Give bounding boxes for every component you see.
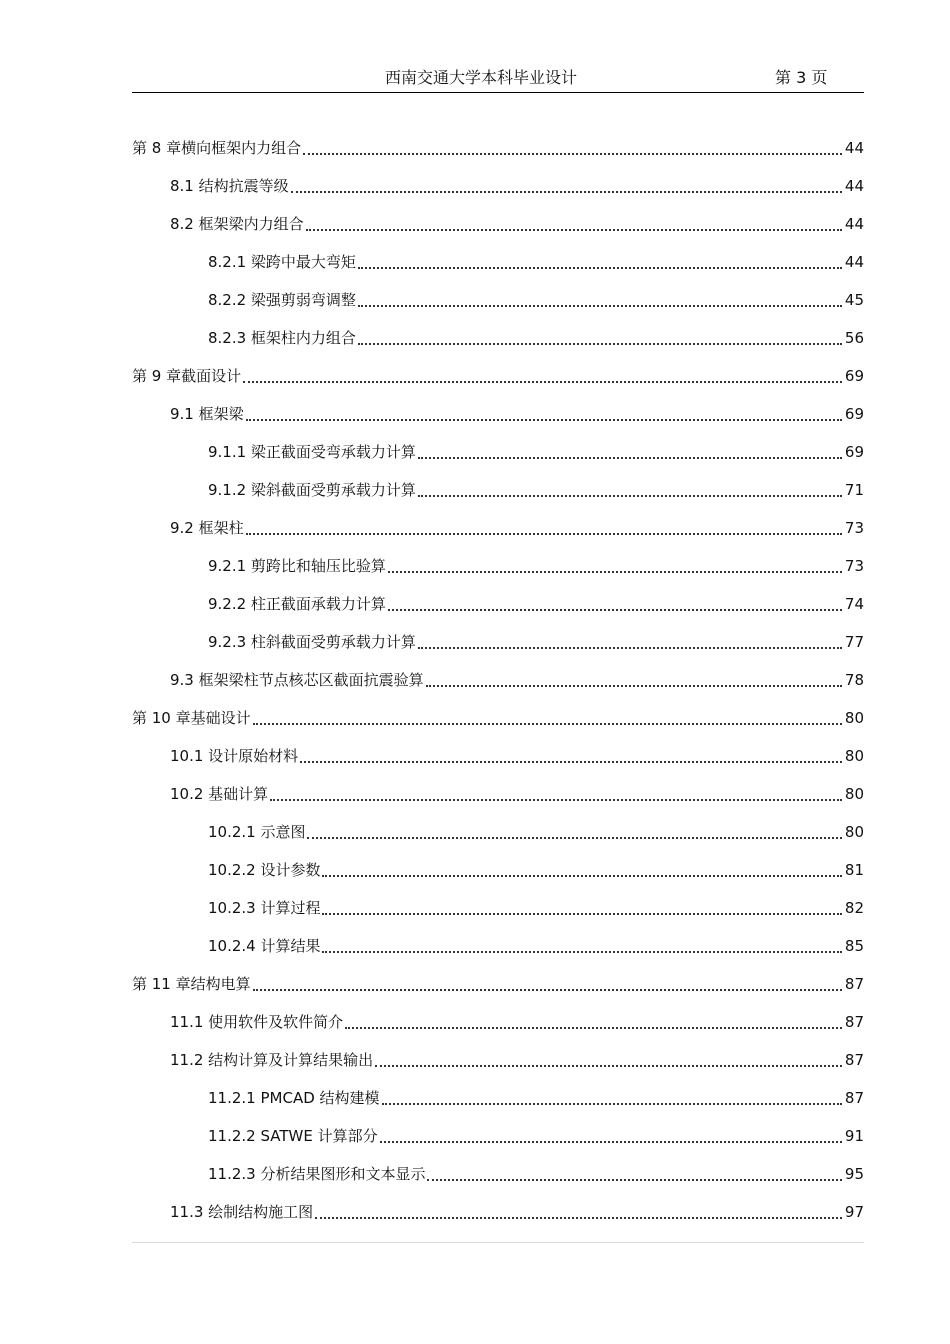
toc-entry[interactable] <box>132 583 864 621</box>
toc-entry-title: 8.2 框架梁内力组合 <box>170 215 304 233</box>
toc-entry-title: 8.2.3 框架柱内力组合 <box>208 329 356 347</box>
toc-entry-page: 78 <box>844 671 864 689</box>
toc-entry-title: 第 11 章结构电算 <box>132 975 251 993</box>
toc-dot-leader <box>427 1179 842 1181</box>
toc-entry-page: 95 <box>844 1165 864 1183</box>
toc-entry-title: 9.2 框架柱 <box>170 519 244 537</box>
toc-dot-leader <box>306 229 842 231</box>
toc-entry[interactable] <box>132 1001 864 1039</box>
toc-dot-leader <box>303 153 842 155</box>
toc-entry-page: 44 <box>844 215 864 233</box>
toc-dot-leader <box>243 381 842 383</box>
toc-entry-page: 87 <box>844 1013 864 1031</box>
toc-entry[interactable] <box>132 621 864 659</box>
toc-entry-title: 11.2.1 PMCAD 结构建模 <box>208 1089 380 1107</box>
toc-entry[interactable] <box>132 887 864 925</box>
toc-entry-title: 9.1 框架梁 <box>170 405 244 423</box>
toc-entry[interactable] <box>132 203 864 241</box>
toc-entry-page: 80 <box>844 785 864 803</box>
toc-entry-page: 73 <box>844 557 864 575</box>
toc-dot-leader <box>291 191 842 193</box>
toc-dot-leader <box>270 799 842 801</box>
toc-entry[interactable] <box>132 165 864 203</box>
toc-entry-page: 82 <box>844 899 864 917</box>
toc-entry-page: 87 <box>844 1089 864 1107</box>
toc-dot-leader <box>315 1217 842 1219</box>
toc-dot-leader <box>426 685 842 687</box>
toc-entry-title: 11.1 使用软件及软件简介 <box>170 1013 344 1031</box>
toc-entry[interactable] <box>132 811 864 849</box>
toc-entry-page: 85 <box>844 937 864 955</box>
toc-entry[interactable] <box>132 507 864 545</box>
toc-entry[interactable] <box>132 1115 864 1153</box>
toc-entry[interactable] <box>132 925 864 963</box>
page-number: 第 3 页 <box>775 68 828 87</box>
toc-entry-page: 87 <box>844 1051 864 1069</box>
toc-entry-title: 第 10 章基础设计 <box>132 709 251 727</box>
toc-entry-page: 81 <box>844 861 864 879</box>
toc-entry[interactable] <box>132 1039 864 1077</box>
page-header <box>132 66 864 93</box>
toc-entry[interactable] <box>132 1191 864 1229</box>
toc-entry[interactable] <box>132 697 864 735</box>
toc-entry-page: 77 <box>844 633 864 651</box>
toc-entry[interactable] <box>132 127 864 165</box>
toc-dot-leader <box>418 647 842 649</box>
toc-dot-leader <box>300 761 842 763</box>
toc-entry-page: 97 <box>844 1203 864 1221</box>
toc-dot-leader <box>253 723 842 725</box>
toc-dot-leader <box>418 457 842 459</box>
toc-entry-title: 11.2 结构计算及计算结果输出 <box>170 1051 374 1069</box>
toc-entry[interactable] <box>132 545 864 583</box>
toc-entry[interactable] <box>132 849 864 887</box>
toc-entry-title: 9.1.2 梁斜截面受剪承载力计算 <box>208 481 416 499</box>
toc-entry-title: 11.3 绘制结构施工图 <box>170 1203 314 1221</box>
toc-dot-leader <box>253 989 842 991</box>
toc-entry-title: 11.2.3 分析结果图形和文本显示 <box>208 1165 426 1183</box>
toc-dot-leader <box>345 1027 842 1029</box>
toc-entry[interactable] <box>132 355 864 393</box>
toc-entry-title: 第 8 章横向框架内力组合 <box>132 139 302 157</box>
toc-entry-page: 87 <box>844 975 864 993</box>
document-title: 西南交通大学本科毕业设计 <box>385 68 578 87</box>
toc-entry-page: 69 <box>844 405 864 423</box>
toc-entry-page: 80 <box>844 747 864 765</box>
toc-entry-page: 73 <box>844 519 864 537</box>
toc-entry-page: 74 <box>844 595 864 613</box>
toc-entry-page: 44 <box>844 177 864 195</box>
toc-entry-page: 69 <box>844 367 864 385</box>
toc-entry[interactable] <box>132 431 864 469</box>
toc-entry-page: 44 <box>844 253 864 271</box>
toc-entry-title: 10.1 设计原始材料 <box>170 747 299 765</box>
toc-entry-title: 9.1.1 梁正截面受弯承载力计算 <box>208 443 416 461</box>
toc-dot-leader <box>380 1141 842 1143</box>
toc-entry-page: 44 <box>844 139 864 157</box>
toc-dot-leader <box>307 837 842 839</box>
toc-entry-page: 91 <box>844 1127 864 1145</box>
table-of-contents <box>132 127 864 1229</box>
toc-entry-page: 71 <box>844 481 864 499</box>
toc-entry-title: 11.2.2 SATWE 计算部分 <box>208 1127 378 1145</box>
toc-dot-leader <box>246 533 842 535</box>
toc-entry-page: 69 <box>844 443 864 461</box>
toc-entry[interactable] <box>132 393 864 431</box>
toc-entry-title: 10.2.3 计算过程 <box>208 899 321 917</box>
toc-dot-leader <box>382 1103 842 1105</box>
toc-entry[interactable] <box>132 241 864 279</box>
toc-entry[interactable] <box>132 317 864 355</box>
toc-entry[interactable] <box>132 279 864 317</box>
toc-entry[interactable] <box>132 469 864 507</box>
toc-entry[interactable] <box>132 1153 864 1191</box>
toc-dot-leader <box>418 495 842 497</box>
toc-dot-leader <box>388 571 842 573</box>
toc-dot-leader <box>246 419 842 421</box>
toc-entry-title: 10.2.1 示意图 <box>208 823 306 841</box>
toc-entry-page: 45 <box>844 291 864 309</box>
toc-dot-leader <box>388 609 842 611</box>
toc-dot-leader <box>322 875 842 877</box>
toc-entry-title: 9.2.3 柱斜截面受剪承载力计算 <box>208 633 416 651</box>
toc-entry-title: 9.2.2 柱正截面承载力计算 <box>208 595 386 613</box>
toc-entry[interactable] <box>132 1077 864 1115</box>
toc-entry-title: 8.2.1 梁跨中最大弯矩 <box>208 253 356 271</box>
toc-entry-title: 10.2 基础计算 <box>170 785 269 803</box>
toc-entry-title: 10.2.4 计算结果 <box>208 937 321 955</box>
toc-dot-leader <box>358 267 842 269</box>
toc-entry-title: 8.1 结构抗震等级 <box>170 177 289 195</box>
toc-dot-leader <box>358 305 842 307</box>
toc-entry-title: 9.2.1 剪跨比和轴压比验算 <box>208 557 386 575</box>
toc-entry[interactable] <box>132 659 864 697</box>
toc-entry[interactable] <box>132 735 864 773</box>
toc-dot-leader <box>358 343 842 345</box>
toc-entry-page: 56 <box>844 329 864 347</box>
footer-divider <box>132 1242 864 1243</box>
toc-entry-title: 10.2.2 设计参数 <box>208 861 321 879</box>
toc-entry-page: 80 <box>844 823 864 841</box>
toc-entry[interactable] <box>132 963 864 1001</box>
toc-dot-leader <box>375 1065 842 1067</box>
toc-entry-title: 9.3 框架梁柱节点核芯区截面抗震验算 <box>170 671 424 689</box>
toc-entry[interactable] <box>132 773 864 811</box>
toc-dot-leader <box>322 951 842 953</box>
toc-entry-page: 80 <box>844 709 864 727</box>
toc-entry-title: 8.2.2 梁强剪弱弯调整 <box>208 291 356 309</box>
toc-entry-title: 第 9 章截面设计 <box>132 367 242 385</box>
toc-dot-leader <box>322 913 842 915</box>
